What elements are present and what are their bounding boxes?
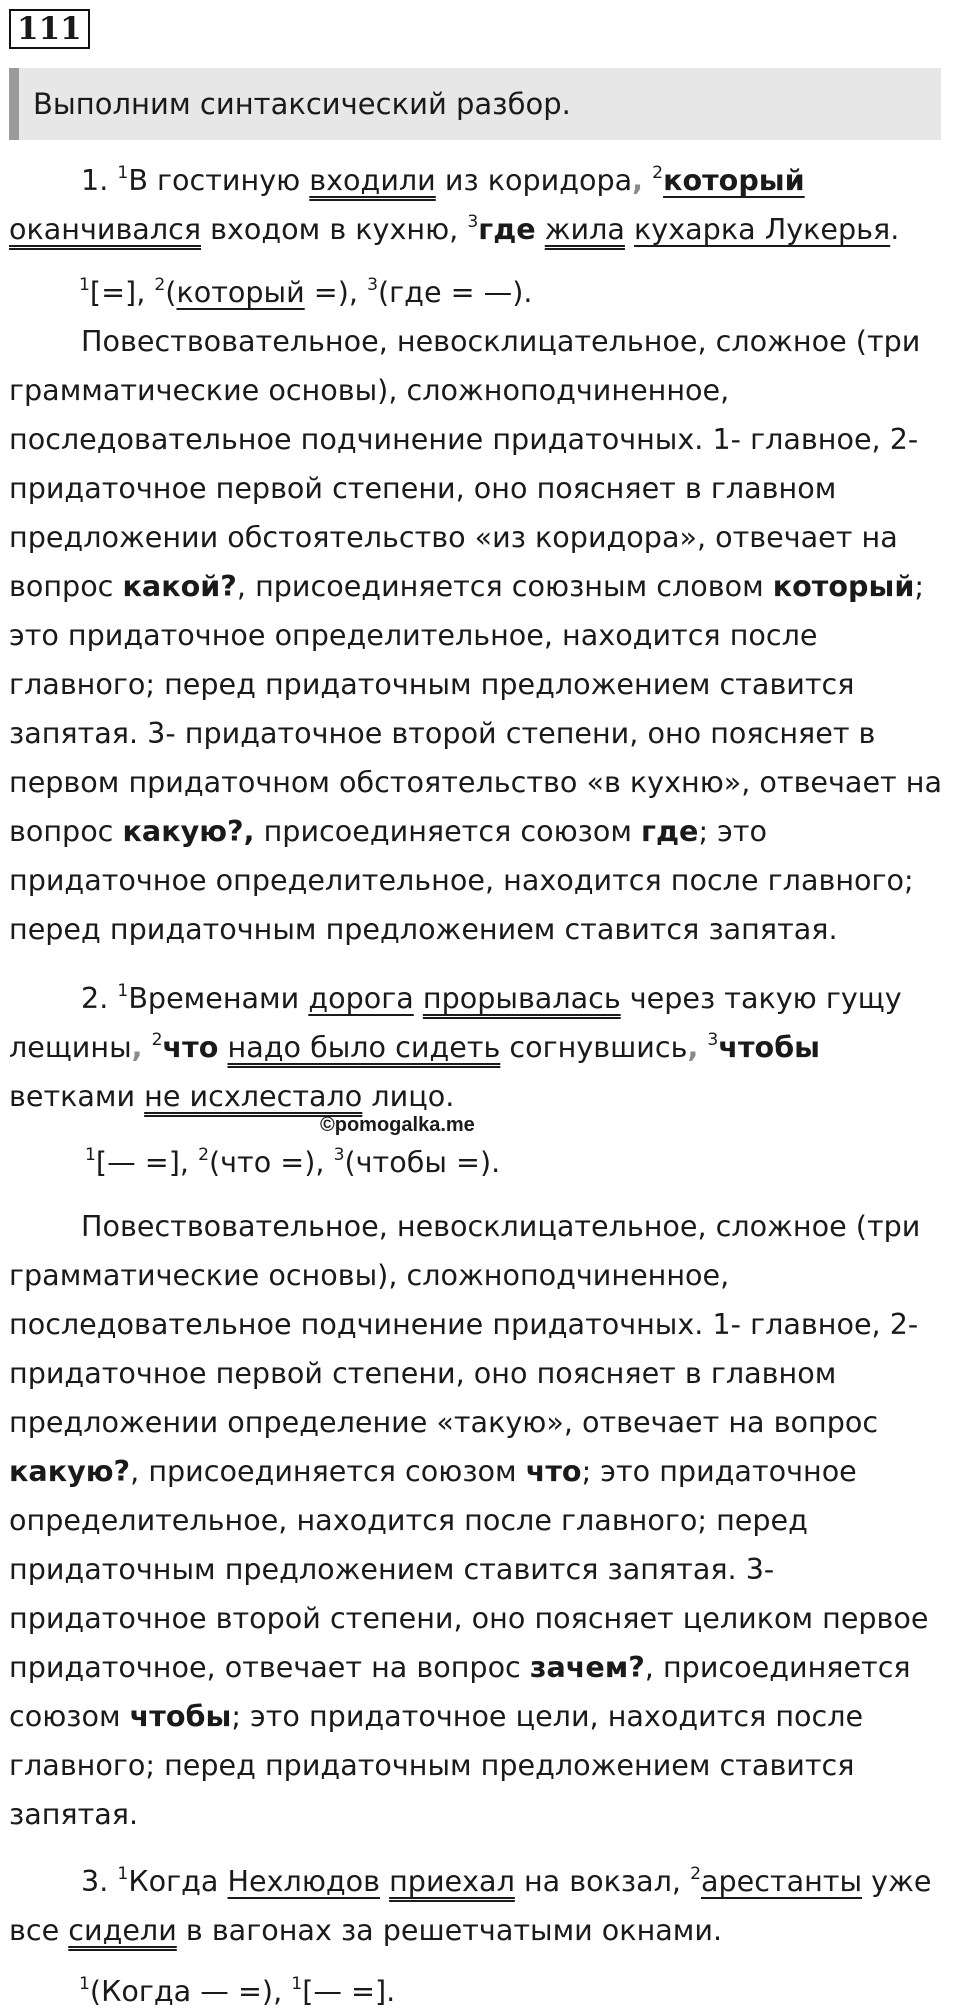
section-header: Выполним синтаксический разбор.: [9, 68, 941, 140]
sentence-1: 1. $^1$В гостиную входили из коридора, $^2$который оканчивался входом в кухню, $^3$где жила кухарка Лукерья.: [9, 162, 900, 246]
predicate: надо было сидеть: [227, 1030, 501, 1064]
sentence-2-block: [9, 974, 953, 1121]
subject: дорога: [308, 981, 414, 1015]
sentence-1-block: [9, 156, 953, 254]
predicate: приехал: [389, 1864, 515, 1898]
sentence-2-analysis: Повествовательное, невосклицательное, сложное (три грамматические основы), сложноподчиненное, последовательное подчинение придаточных. 1- главное, 2-придаточное первой степени, оно поясняет в главном предложении определение «такую», отвечает на вопрос какую?, присоединяется союзом что; это придаточное определительное, находится после главного; перед придаточным предложением ставится запятая. 3-придаточное второй степени, оно поясняет целиком первое придаточное, отвечает на вопрос зачем?, присоединяется союзом чтобы; это придаточное цели, находится после главного; перед придаточным предложением ставится запятая.: [9, 1209, 929, 1831]
sentence-3: 3. $^1$Когда Нехлюдов приехал на вокзал, $^2$арестанты уже все сидели в вагонах за решетчатыми окнами.: [9, 1863, 932, 1947]
subject: который: [663, 163, 805, 197]
subject: арестанты: [700, 1864, 863, 1898]
watermark: ©pomogalka.me: [320, 1114, 475, 1136]
subject: Нехлюдов: [227, 1864, 381, 1898]
sentence-3-block: [9, 1857, 953, 1955]
task-number: 111: [9, 9, 90, 49]
sentence-1-formula: $^1$[=], $^2$(который =), $^3$(где = —).: [79, 274, 533, 309]
predicate: сидели: [68, 1913, 177, 1947]
predicate: прорывалась: [422, 981, 621, 1015]
sentence-2-formula: $^1$[— =], $^2$(что =), $^3$(чтобы =).: [85, 1144, 501, 1179]
subject: кухарка Лукерья: [634, 212, 891, 246]
predicate: жила: [544, 212, 625, 246]
predicate: не исхлестало: [144, 1079, 363, 1113]
predicate: входили: [309, 163, 436, 197]
predicate: оканчивался: [9, 212, 202, 246]
sentence-3-formula: $^1$(Когда — =), $^1$[— =].: [79, 1973, 396, 2008]
sentence-1-analysis: Повествовательное, невосклицательное, сложное (три грамматические основы), сложноподчиненное, последовательное подчинение придаточных. 1- главное, 2-придаточное первой степени, оно поясняет в главном предложении обстоятельство «из коридора», отвечает на вопрос какой?, присоединяется союзным словом который; это придаточное определительное, находится после главного; перед придаточным предложением ставится запятая. 3- придаточное второй степени, оно поясняет в первом придаточном обстоятельство «в кухню», отвечает на вопрос какую?, присоединяется союзом где; это придаточное определительное, находится после главного; перед придаточным предложением ставится запятая.: [9, 324, 942, 946]
sentence-2: 2. $^1$Временами дорога прорывалась через такую гущу лещины, $^2$что надо было сидеть согнувшись, $^3$чтобы ветками не исхлестало лицо.: [9, 980, 902, 1113]
